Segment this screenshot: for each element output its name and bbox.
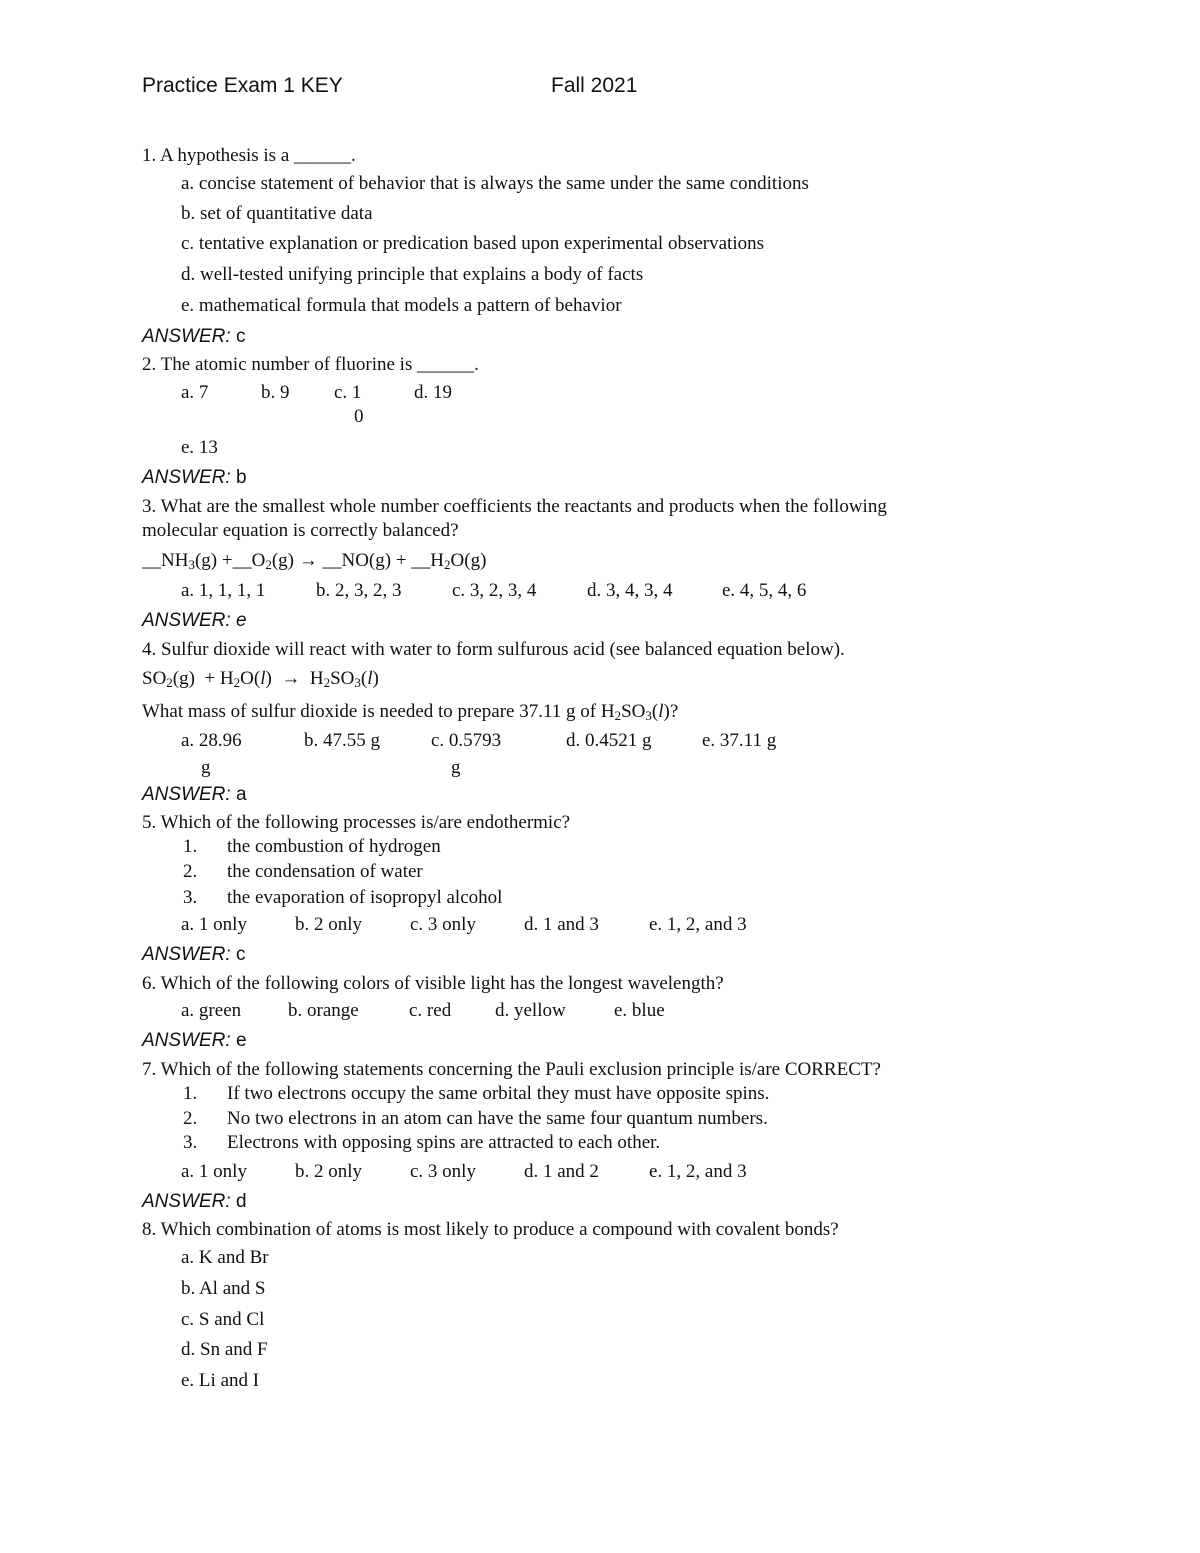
question-2-option-c-wrap: 0 (354, 406, 364, 427)
answer-label: ANSWER: (142, 944, 231, 965)
question-7-stem: 7. Which of the following statements concerning the Pauli exclusion principle is/are CORRECT? (142, 1059, 881, 1080)
exam-term: Fall 2021 (551, 74, 638, 97)
question-7-option-c: c. 3 only (410, 1161, 476, 1182)
question-7-option-b: b. 2 only (295, 1161, 363, 1182)
answer-value: e (235, 610, 247, 631)
answer-label: ANSWER: (142, 784, 231, 805)
question-3-option-e: e. 4, 5, 4, 6 (722, 580, 807, 601)
question-1-option-b: b. set of quantitative data (181, 203, 373, 224)
question-6-option-a: a. green (181, 1000, 242, 1021)
question-3-option-a: a. 1, 1, 1, 1 (181, 580, 266, 601)
question-5-item-number: 2. (183, 861, 198, 882)
question-5-option-e: e. 1, 2, and 3 (649, 914, 747, 935)
question-6-stem: 6. Which of the following colors of visible light has the longest wavelength? (142, 973, 724, 994)
question-2-option-a: a. 7 (181, 382, 209, 403)
question-5-option-b: b. 2 only (295, 914, 363, 935)
question-3-option-b: b. 2, 3, 2, 3 (316, 580, 402, 601)
question-7-option-d: d. 1 and 2 (524, 1161, 599, 1182)
question-2-option-c: c. 1 (334, 382, 362, 403)
question-2-option-b: b. 9 (261, 382, 290, 403)
answer-value: a (235, 784, 247, 805)
question-5-item-text: the combustion of hydrogen (227, 836, 441, 857)
question-3-answer (142, 611, 247, 630)
question-1-option-d: d. well-tested unifying principle that explains a body of facts (181, 264, 644, 285)
question-6-option-c: c. red (409, 1000, 452, 1021)
question-8-option-c: c. S and Cl (181, 1309, 265, 1330)
question-4-question: What mass of sulfur dioxide is needed to prepare 37.11 g of $H_2SO_3(l)$? (142, 701, 679, 723)
question-5-option-a: a. 1 only (181, 914, 247, 935)
answer-label: ANSWER: (142, 610, 231, 631)
answer-label: ANSWER: (142, 1030, 231, 1051)
question-8-option-d: d. Sn and F (181, 1339, 268, 1360)
question-3-option-d: d. 3, 4, 3, 4 (587, 580, 673, 601)
question-6-option-d: d. yellow (495, 1000, 566, 1021)
question-5-item-text: the condensation of water (227, 861, 423, 882)
question-1-option-e: e. mathematical formula that models a pattern of behavior (181, 295, 622, 316)
question-4-answer (142, 785, 247, 804)
question-7-item-text: No two electrons in an atom can have the same four quantum numbers. (227, 1108, 768, 1129)
question-4-option-b: b. 47.55 g (304, 730, 380, 751)
question-4-option-c: c. 0.5793 (431, 730, 502, 751)
question-7-item-number: 1. (183, 1083, 198, 1104)
question-4-option-a-wrap: g (201, 757, 211, 778)
question-7-item-text: Electrons with opposing spins are attracted to each other. (227, 1132, 661, 1153)
question-5-option-d: d. 1 and 3 (524, 914, 599, 935)
question-7-answer (142, 1192, 247, 1211)
question-7-option-a: a. 1 only (181, 1161, 247, 1182)
question-3-equation: $\_\_NH_3(g)$ $+\_\_O_2(g)$ → __NO(g) + $\_\_H_2O(g)$ (142, 550, 487, 572)
answer-value: c (235, 326, 246, 347)
question-5-option-c: c. 3 only (410, 914, 476, 935)
question-2-stem: 2. The atomic number of fluorine is ______. (142, 354, 479, 375)
question-8-stem: 8. Which combination of atoms is most likely to produce a compound with covalent bonds? (142, 1219, 839, 1240)
question-1-option-c: c. tentative explanation or predication based upon experimental observations (181, 233, 764, 254)
question-8-option-e: e. Li and I (181, 1370, 260, 1391)
question-2-option-e: e. 13 (181, 437, 218, 458)
question-4-equation: $SO_2(g) + H_2O(l) \to H_2SO_3(l)$ (142, 668, 379, 690)
question-7-item-text: If two electrons occupy the same orbital they must have opposite spins. (227, 1083, 770, 1104)
question-5-stem: 5. Which of the following processes is/are endothermic? (142, 812, 571, 833)
question-6-option-e: e. blue (614, 1000, 665, 1021)
question-2-option-d: d. 19 (414, 382, 452, 403)
question-7-item-number: 2. (183, 1108, 198, 1129)
answer-value: e (235, 1030, 247, 1051)
question-7-option-e: e. 1, 2, and 3 (649, 1161, 747, 1182)
answer-value: c (235, 944, 246, 965)
question-5-answer (142, 945, 245, 964)
question-5-item-number: 3. (183, 887, 198, 908)
question-1-option-a: a. concise statement of behavior that is always the same under the same conditions (181, 173, 809, 194)
answer-value: b (235, 467, 247, 488)
question-4-option-e: e. 37.11 g (702, 730, 777, 751)
question-4-option-d: d. 0.4521 g (566, 730, 652, 751)
question-4-option-a: a. 28.96 (181, 730, 242, 751)
question-3-stem-line-2: molecular equation is correctly balanced? (142, 520, 459, 541)
answer-label: ANSWER: (142, 326, 231, 347)
question-2-answer (142, 468, 247, 487)
question-5-item-text: the evaporation of isopropyl alcohol (227, 887, 503, 908)
exam-title: Practice Exam 1 KEY (142, 74, 343, 97)
answer-value: d (235, 1191, 247, 1212)
question-8-option-b: b. Al and S (181, 1278, 266, 1299)
question-5-item-number: 1. (183, 836, 198, 857)
answer-label: ANSWER: (142, 467, 231, 488)
answer-label: ANSWER: (142, 1191, 231, 1212)
question-3-option-c: c. 3, 2, 3, 4 (452, 580, 537, 601)
question-1-answer (142, 327, 245, 346)
question-6-answer (142, 1031, 247, 1050)
question-1-stem: 1. A hypothesis is a ______. (142, 145, 356, 166)
question-4-option-c-wrap: g (451, 757, 461, 778)
question-7-item-number: 3. (183, 1132, 198, 1153)
question-3-stem-line-1: 3. What are the smallest whole number coefficients the reactants and products when the following (142, 496, 887, 517)
question-8-option-a: a. K and Br (181, 1247, 269, 1268)
question-6-option-b: b. orange (288, 1000, 359, 1021)
question-4-stem: 4. Sulfur dioxide will react with water to form sulfurous acid (see balanced equation below). (142, 639, 845, 660)
